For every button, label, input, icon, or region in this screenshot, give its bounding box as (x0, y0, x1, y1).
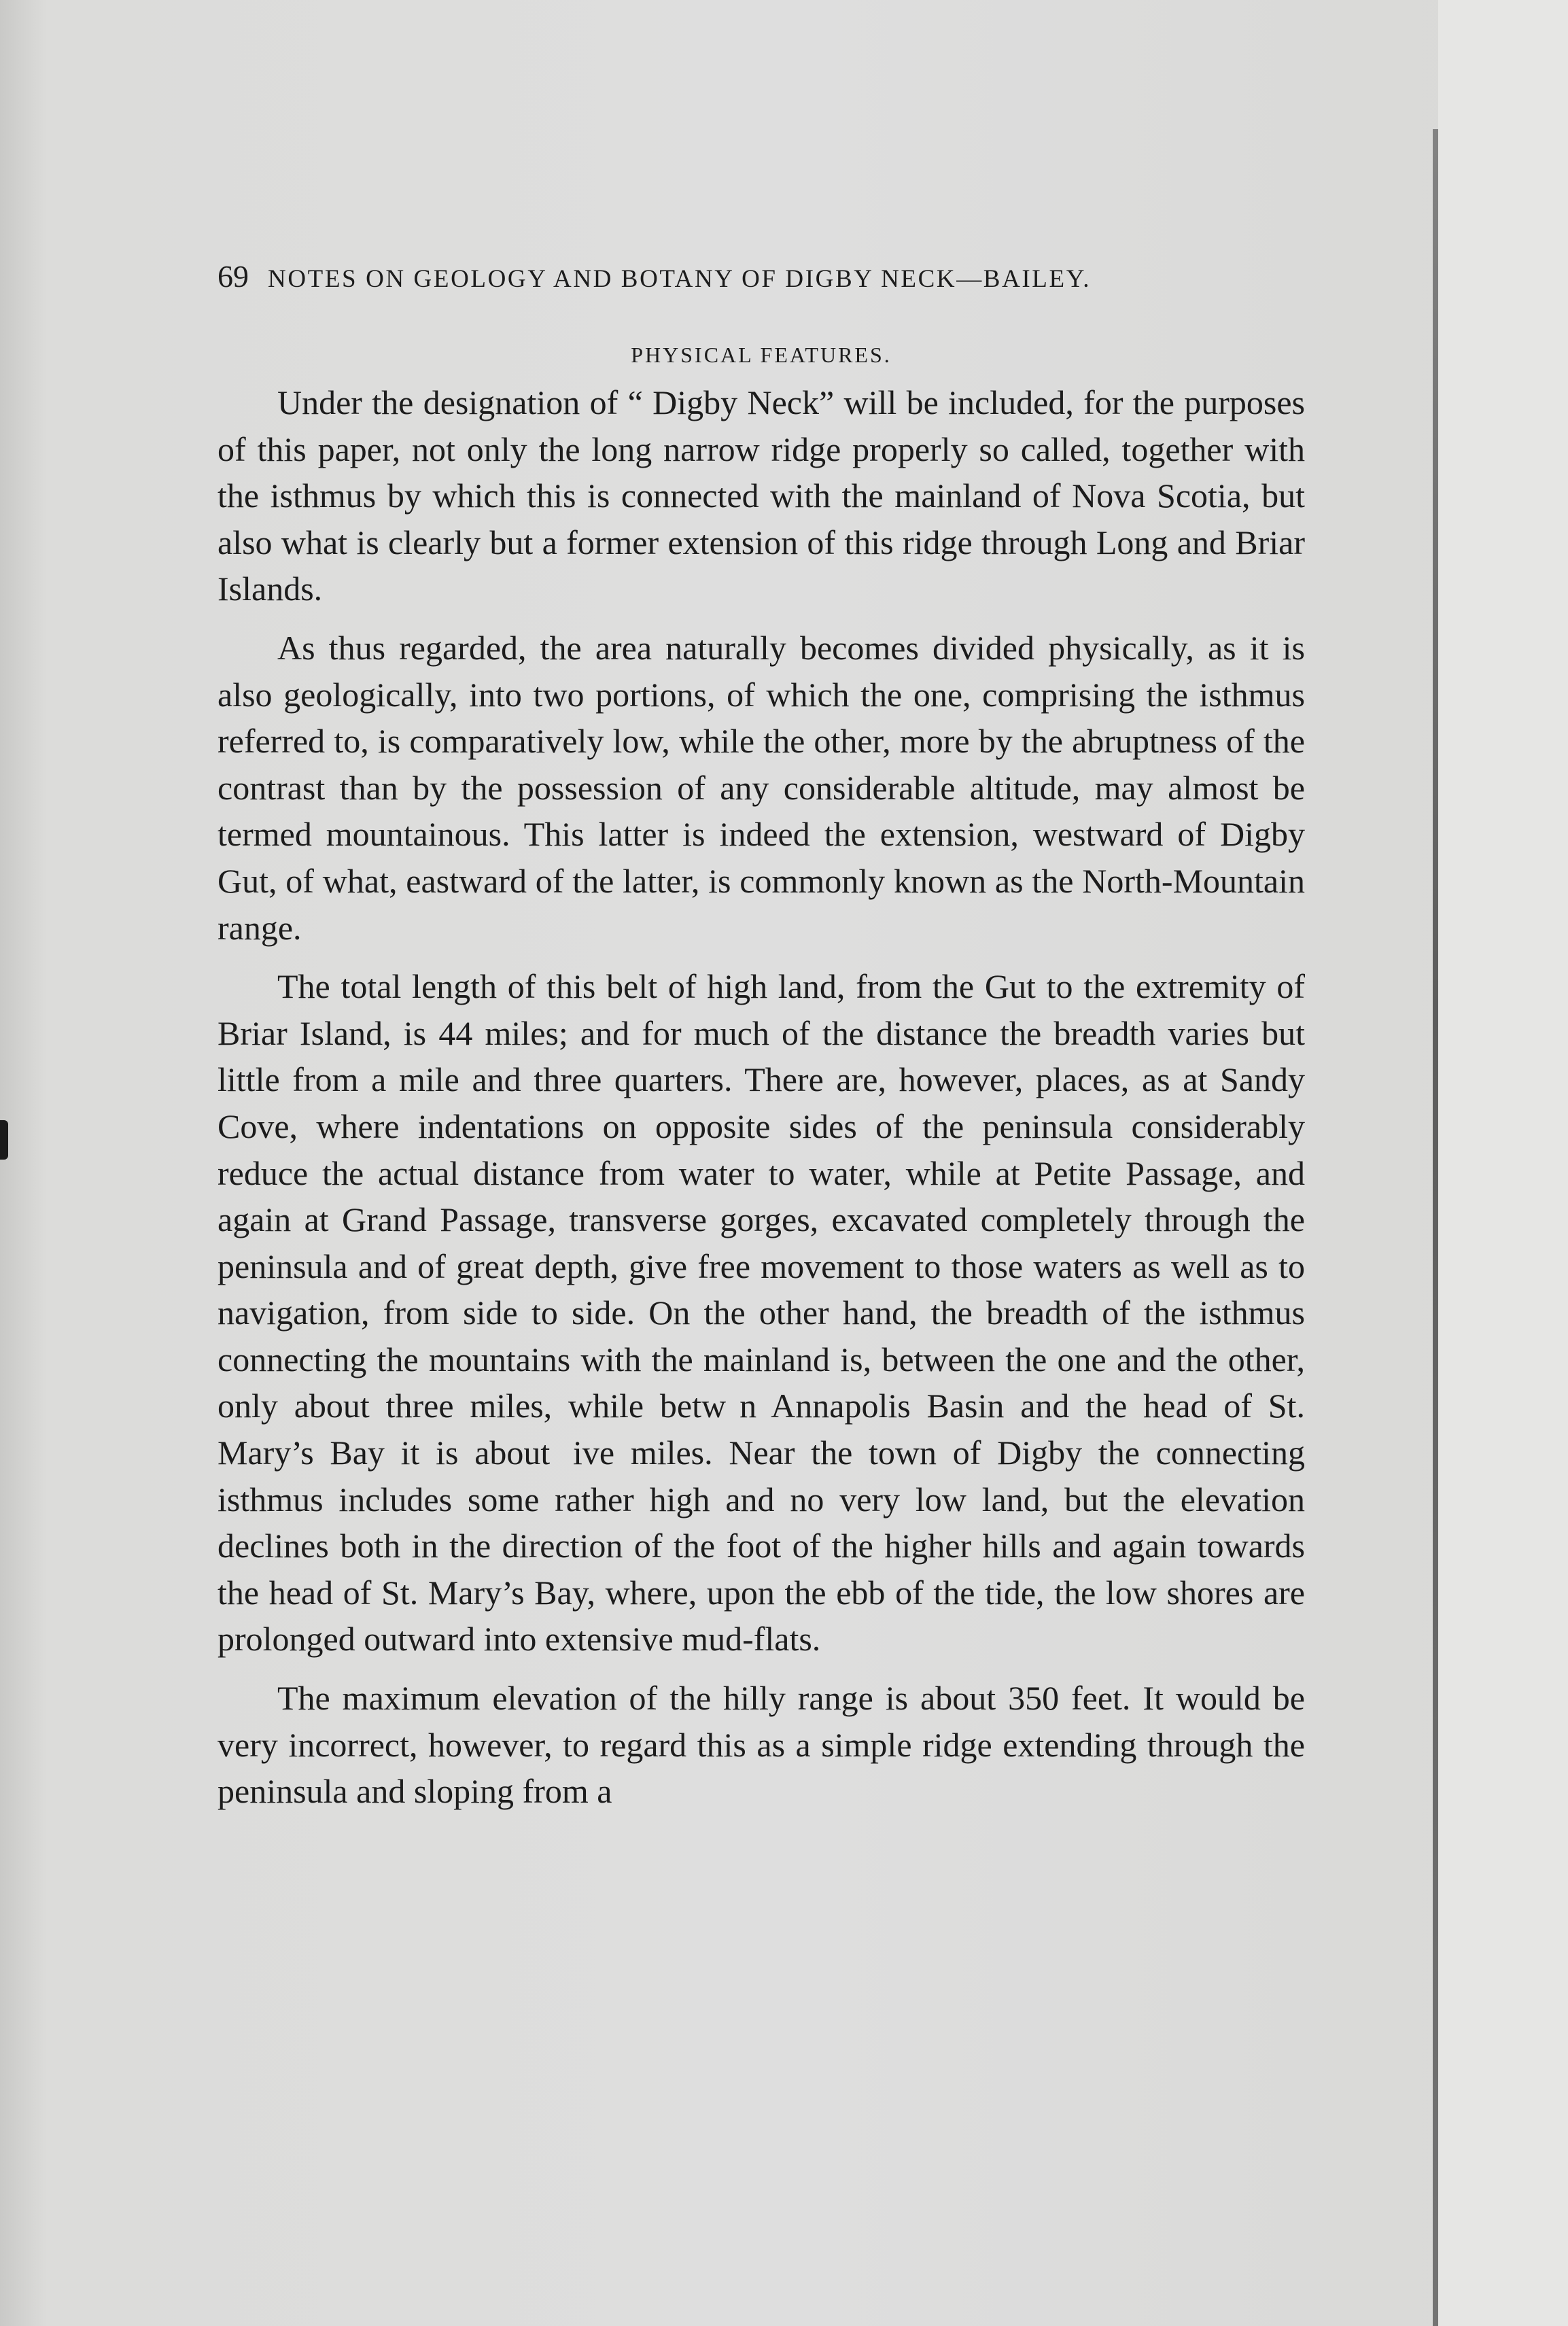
adjacent-page-margin (1438, 0, 1568, 2326)
section-heading: PHYSICAL FEATURES. (631, 343, 892, 367)
body-text (217, 379, 1305, 1815)
page-number: 69 (217, 259, 249, 294)
paragraph: As thus regarded, the area naturally becomes divided physically, as it is also geologically, into two portions, of which the one, comprising the isthmus referred to, is comparatively low, while the other, more by the abruptness of the contrast than by the possession of any considerable altitude, may almost be termed mountainous. This latter is indeed the extension, westward of Digby Gut, of what, eastward of the latter, is commonly known as the North-Mountain range. (217, 628, 1305, 947)
paragraph: The total length of this belt of high land, from the Gut to the extremity of Briar Island, is 44 miles; and for much of the distance the breadth varies but little from a mile and three quarters. There are, however, places, as at Sandy Cove, where indentations on opposite sides of the peninsula considerably reduce the actual distance from water to water, while at Petite Passage, and again at Grand Passage, transverse gorges, excavated completely through the peninsula and of great depth, give free movement to those waters as well as to navigation, from side to side. On the other hand, the breadth of the isthmus connecting the mountains with the mainland is, between the one and the other, only about three miles, while betw n Annapolis Basin and the head of St. Mary’s Bay it is about ive miles. Near the town of Digby the connecting isthmus includes some rather high and no very low land, but the elevation declines both in the direction of the foot of the higher hills and again towards the head of St. Mary’s Bay, where, upon the ebb of the tide, the low shores are prolonged outward into extensive mud-flats. (217, 967, 1305, 1659)
running-header (217, 258, 1305, 299)
page-edge-shadow (1433, 129, 1438, 2326)
paragraph: Under the designation of “ Digby Neck” will be included, for the purposes of this paper, not only the long narrow ridge properly so called, together with the isthmus by which this is connected with the mainland of Nova Scotia, but also what is clearly but a former extension of this ridge through Long and Briar Islands. (217, 383, 1305, 608)
book-page (217, 258, 1305, 1815)
paragraph: The maximum elevation of the hilly range is about 350 feet. It would be very incorrect, however, to regard this as a simple ridge extending through the peninsula and sloping from a (217, 1679, 1305, 1811)
binding-mark (0, 1120, 8, 1160)
running-title: NOTES ON GEOLOGY AND BOTANY OF DIGBY NECK—BAILEY. (268, 265, 1092, 293)
